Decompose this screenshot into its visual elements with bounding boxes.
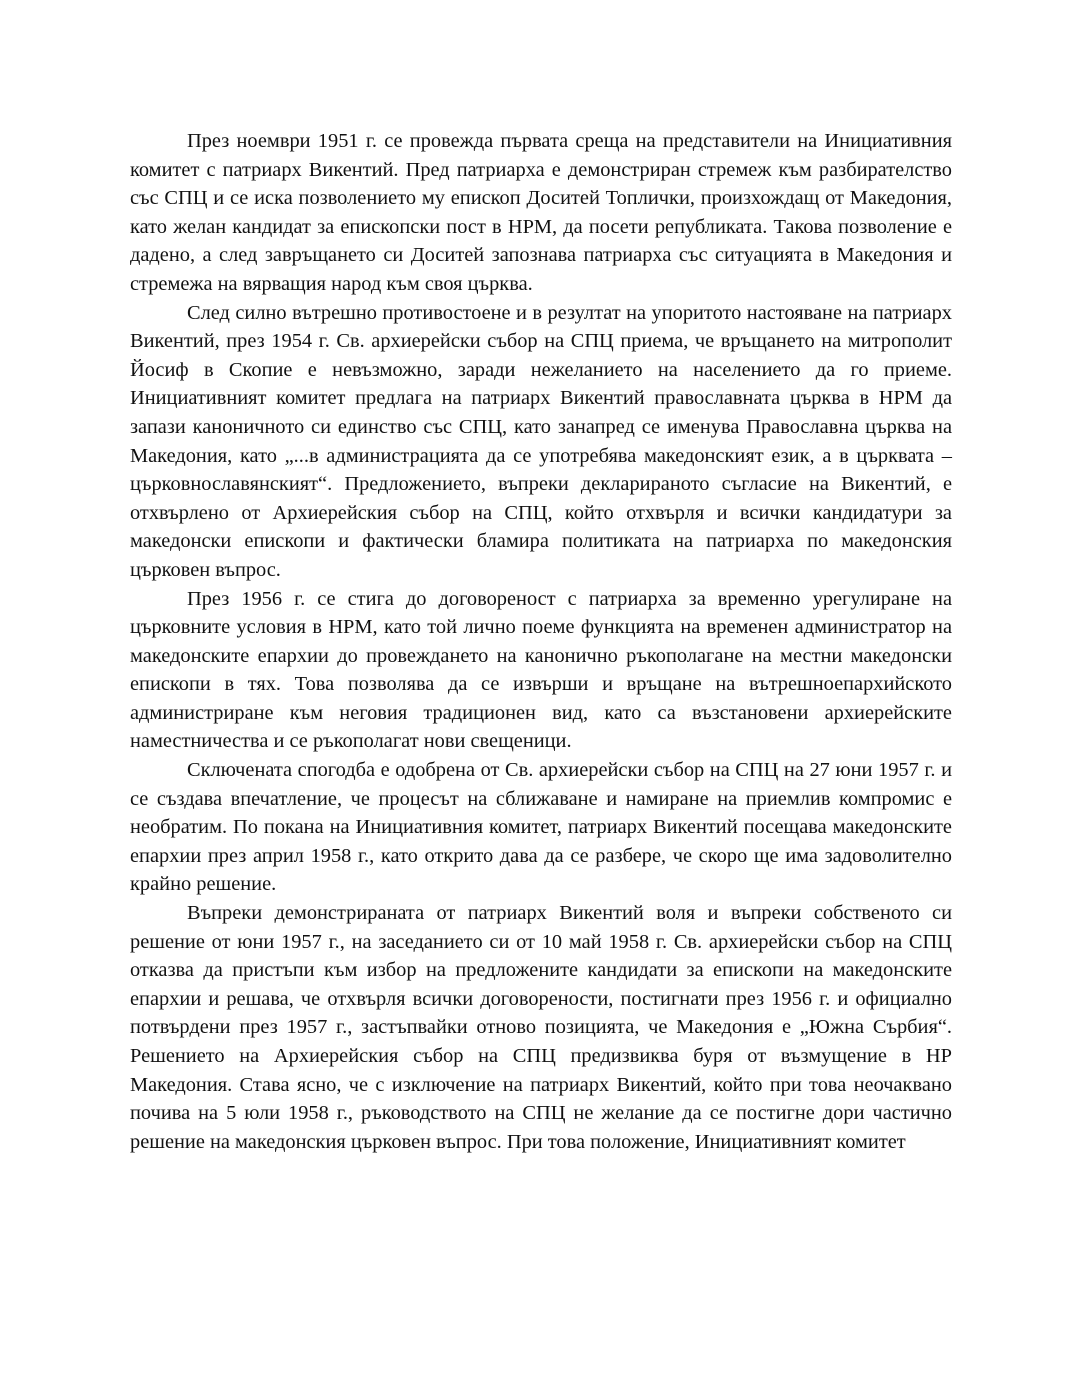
paragraph: След силно вътрешно противостоене и в резултат на упоритото настояване на патриарх Викентий, през 1954 г. Св. архиерейски събор на СПЦ приема, че връщането на митрополит Йосиф в Скопие е невъзможно, заради нежеланието на населението да го приеме. Инициативният комитет предлага на патриарх Викентий православната църква в НРМ да запази каноничното си единство със СПЦ, като занапред се именува Православна църква на Македония, като „...в администрацията да се употребява македонският език, а в църквата – църковнославянският“. Предложението, въпреки декларираното съгласие на Викентий, е отхвърлено от Архиерейския събор на СПЦ, който отхвърля и всички кандидатури за македонски епископи и фактически бламира политиката на патриарха по македонския църковен въпрос. — [130, 301, 952, 581]
paragraph: Сключената спогодба е одобрена от Св. архиерейски събор на СПЦ на 27 юни 1957 г. и се създава впечатление, че процесът на сближаване и намиране на приемлив компромис е необратим. По покана на Инициативния комитет, патриарх Викентий посещава македонските епархии през април 1958 г., като открито дава да се разбере, че скоро ще има задоволително крайно решение. — [130, 759, 952, 896]
paragraph: Въпреки демонстрираната от патриарх Викентий воля и въпреки собственото си решение от юни 1957 г., на заседанието си от 10 май 1958 г. Св. архиерейски събор на СПЦ отказва да пристъпи към избор на предложените кандидати за епископи на македонските епархии и решава, че отхвърля всички договорености, постигнати през 1956 г. и официално потвърдени през 1957 г., застъпвайки отново позицията, че Македония е „Южна Сърбия“. Решението на Архиерейския събор на СПЦ предизвиква буря от възмущение в НР Македония. Става ясно, че с изключение на патриарх Викентий, който при това неочаквано почива на 5 юли 1958 г., ръководството на СПЦ не желание да се постигне дори частично решение на македонския църковен въпрос. При това положение, Инициативният комитет — [130, 902, 952, 1153]
document-page — [130, 127, 952, 1156]
paragraph: През ноември 1951 г. се провежда първата среща на представители на Инициативния комитет с патриарх Викентий. Пред патриарха е демонстриран стремеж към разбирателство със СПЦ и се иска позволението му епископ Доситей Топлички, произхождащ от Македония, като желан кандидат за епископски пост в НРМ, да посети републиката. Такова позволение е дадено, а след завръщането си Доситей запознава патриарха със ситуацията в Македония и стремежа на вярващия народ към своя църква. — [130, 130, 952, 295]
paragraph: През 1956 г. се стига до договореност с патриарха за временно урегулиране на църковните условия в НРМ, като той лично поеме функцията на временен администратор на македонските епархии до провеждането на канонично ръкополагане на местни македонски епископи в тях. Това позволява да се извърши и връщане на вътрешноепархийското администриране към неговия традиционен вид, като са възстановени архиерейските наместничества и се ръкополагат нови свещеници. — [130, 587, 952, 753]
